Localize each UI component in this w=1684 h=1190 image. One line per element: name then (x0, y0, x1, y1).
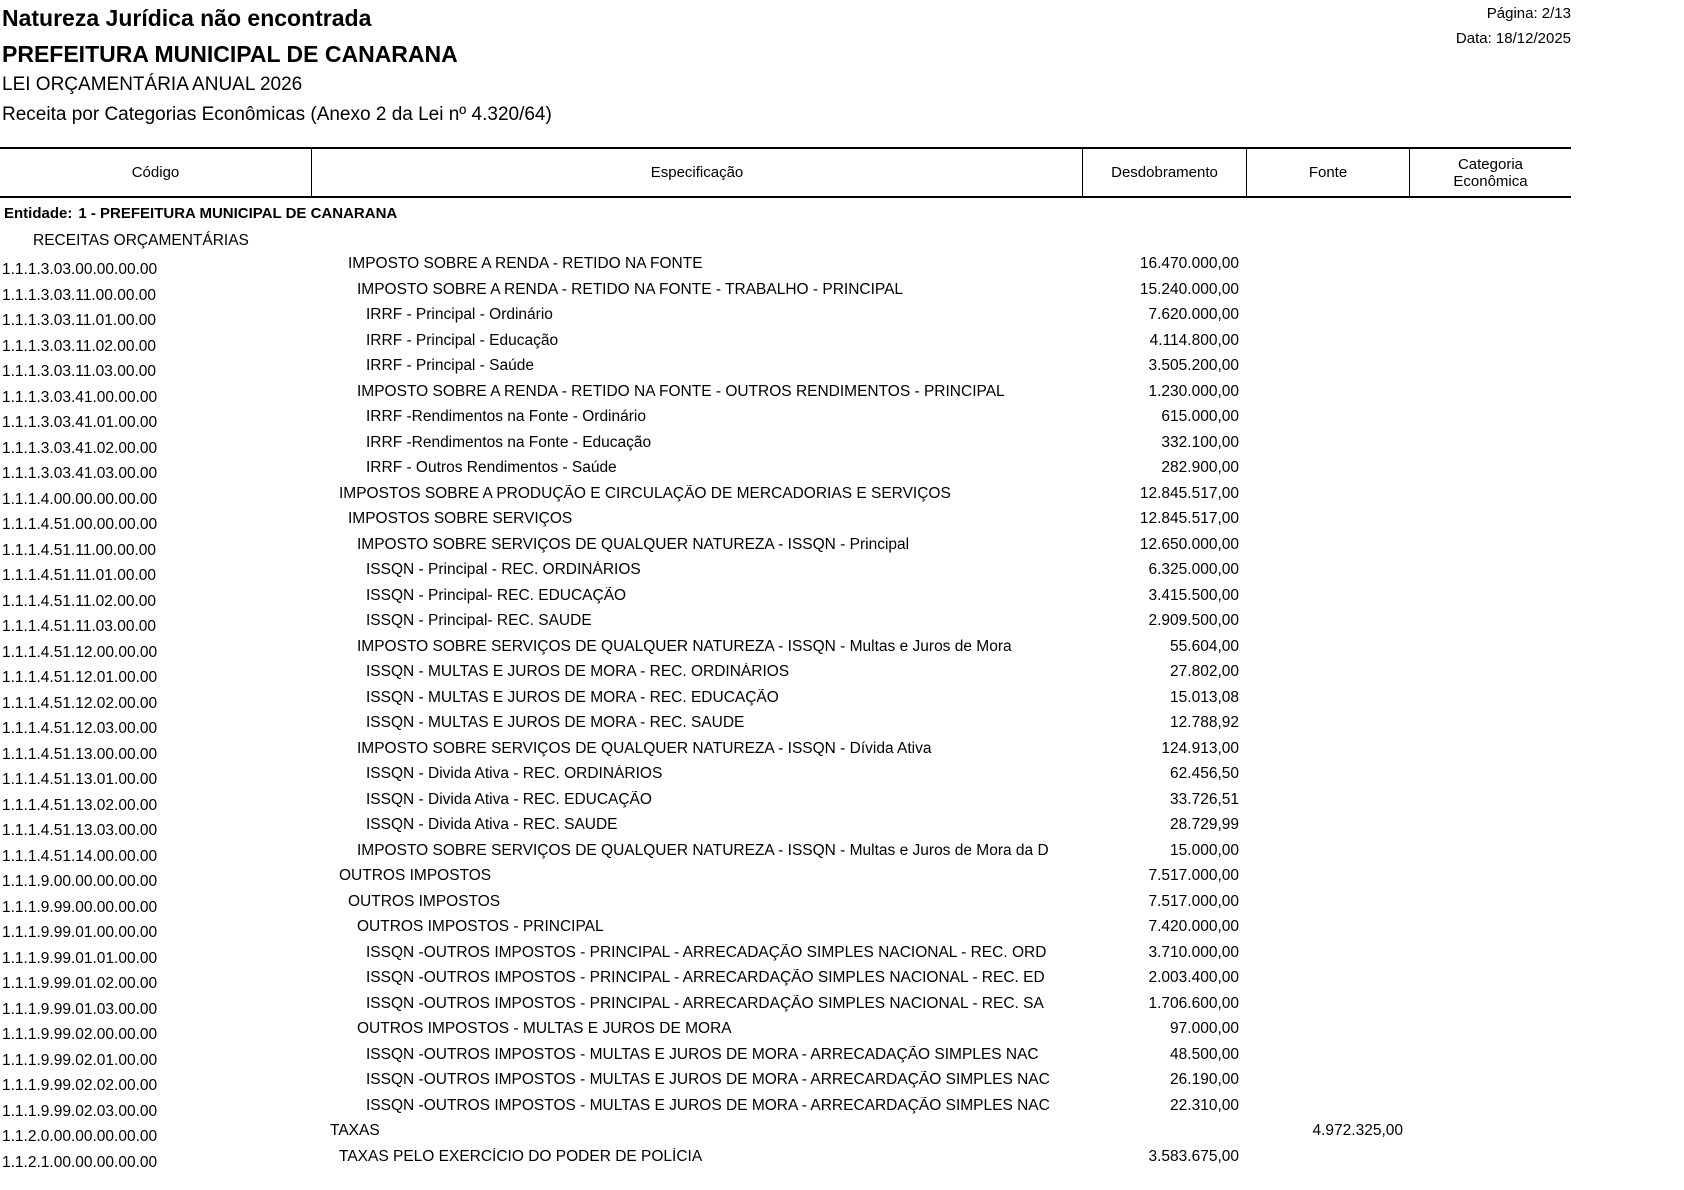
row-codigo: 1.1.2.1.00.00.00.00.00 (2, 1153, 158, 1171)
row-desdobramento: 33.726,51 (1170, 790, 1239, 808)
row-desdobramento: 15.013,08 (1170, 688, 1239, 706)
row-codigo: 1.1.1.4.51.14.00.00.00 (2, 847, 158, 865)
row-codigo: 1.1.1.4.51.12.00.00.00 (2, 643, 158, 661)
row-especificacao: ISSQN -OUTROS IMPOSTOS - PRINCIPAL - ARRECARDAÇÃO SIMPLES NACIONAL - REC. SA (366, 994, 1044, 1012)
row-especificacao: TAXAS PELO EXERCÍCIO DO PODER DE POLÍCIA (339, 1147, 703, 1165)
row-especificacao: IMPOSTO SOBRE SERVIÇOS DE QUALQUER NATUREZA - ISSQN - Multas e Juros de Mora da D (357, 841, 1049, 859)
row-codigo: 1.1.1.4.51.13.01.00.00 (2, 771, 158, 788)
row-especificacao: IRRF -Rendimentos na Fonte - Ordinário (366, 408, 646, 425)
column-header-fonte: Fonte (1246, 149, 1409, 196)
table-row (0, 281, 1571, 307)
legal-nature-line: Natureza Jurídica não encontrada (2, 5, 372, 31)
row-codigo: 1.1.1.4.51.12.03.00.00 (2, 720, 158, 737)
table-row (0, 587, 1571, 613)
column-header-especificacao: Especificação (311, 149, 1082, 196)
table-row (0, 714, 1571, 740)
table-row (0, 332, 1571, 358)
column-header-codigo: Código (131, 164, 180, 181)
row-codigo: 1.1.1.4.51.13.03.00.00 (2, 822, 158, 839)
table-row (0, 1148, 1571, 1174)
row-desdobramento: 7.517.000,00 (1148, 892, 1239, 910)
row-especificacao: IMPOSTOS SOBRE A PRODUÇÃO E CIRCULAÇÃO DE MERCADORIAS E SERVIÇOS (339, 484, 951, 502)
table-row (0, 1046, 1571, 1072)
table-row (0, 918, 1571, 944)
table-header (0, 147, 1571, 198)
row-especificacao: ISSQN - Principal- REC. EDUCAÇÃO (366, 586, 627, 604)
row-desdobramento: 3.710.000,00 (1148, 943, 1239, 961)
row-codigo: 1.1.1.9.99.02.00.00.00 (2, 1026, 158, 1043)
table-row (0, 689, 1571, 715)
row-codigo: 1.1.1.9.99.01.01.00.00 (2, 949, 158, 967)
row-desdobramento: 2.909.500,00 (1148, 612, 1239, 629)
row-especificacao: OUTROS IMPOSTOS - PRINCIPAL (357, 918, 604, 935)
row-especificacao: ISSQN - MULTAS E JUROS DE MORA - REC. ORDINÁRIOS (366, 663, 790, 680)
row-especificacao: ISSQN - Principal- REC. SAUDE (366, 612, 592, 629)
table-row (0, 459, 1571, 485)
table-row (0, 536, 1571, 562)
row-especificacao: ISSQN -OUTROS IMPOSTOS - PRINCIPAL - ARRECADAÇÃO SIMPLES NACIONAL - REC. ORD (366, 943, 1047, 961)
row-desdobramento: 12.845.517,00 (1139, 484, 1239, 502)
row-codigo: 1.1.1.9.00.00.00.00.00 (2, 873, 158, 890)
row-especificacao: IMPOSTO SOBRE SERVIÇOS DE QUALQUER NATUREZA - ISSQN - Dívida Ativa (357, 739, 932, 757)
row-codigo: 1.1.1.9.99.02.03.00.00 (2, 1102, 158, 1120)
row-codigo: 1.1.1.4.51.12.02.00.00 (2, 694, 158, 712)
table-row (0, 740, 1571, 766)
municipality-title: PREFEITURA MUNICIPAL DE CANARANA (2, 41, 458, 67)
table-row (0, 944, 1571, 970)
entity-label: Entidade: (4, 205, 73, 222)
page-number: Página: 2/13 (1486, 5, 1571, 22)
row-desdobramento: 3.583.675,00 (1148, 1147, 1239, 1165)
row-codigo: 1.1.1.4.00.00.00.00.00 (2, 490, 158, 508)
report-header (2, 4, 552, 130)
row-codigo: 1.1.1.4.51.13.02.00.00 (2, 796, 158, 814)
law-title: LEI ORÇAMENTÁRIA ANUAL 2026 (2, 74, 303, 95)
row-codigo: 1.1.1.9.99.01.00.00.00 (2, 924, 158, 941)
row-especificacao: IMPOSTO SOBRE SERVIÇOS DE QUALQUER NATUREZA - ISSQN - Multas e Juros de Mora (357, 637, 1012, 655)
row-desdobramento: 12.788,92 (1170, 714, 1239, 731)
table-row (0, 1122, 1571, 1148)
row-desdobramento: 7.517.000,00 (1148, 867, 1239, 884)
column-header-desdobramento: Desdobramento (1082, 149, 1246, 196)
row-codigo: 1.1.1.3.03.00.00.00.00 (2, 261, 158, 278)
row-codigo: 1.1.1.3.03.41.01.00.00 (2, 414, 158, 431)
row-desdobramento: 15.000,00 (1170, 841, 1239, 859)
row-codigo: 1.1.1.3.03.11.03.00.00 (2, 363, 156, 380)
row-desdobramento: 124.913,00 (1161, 739, 1239, 757)
row-especificacao: ISSQN -OUTROS IMPOSTOS - MULTAS E JUROS DE MORA - ARRECARDAÇÃO SIMPLES NAC (366, 1071, 1050, 1088)
row-desdobramento: 15.240.000,00 (1139, 280, 1239, 298)
table-row (0, 612, 1571, 638)
row-codigo: 1.1.1.4.51.00.00.00.00 (2, 516, 158, 533)
row-codigo: 1.1.1.4.51.11.00.00.00 (2, 541, 156, 559)
row-desdobramento: 615.000,00 (1161, 408, 1239, 425)
row-desdobramento: 7.420.000,00 (1148, 918, 1239, 935)
column-header-categoria (1409, 149, 1571, 196)
row-desdobramento: 97.000,00 (1170, 1020, 1239, 1037)
row-codigo: 1.1.1.3.03.41.03.00.00 (2, 465, 158, 482)
row-desdobramento: 48.500,00 (1170, 1045, 1239, 1063)
row-fonte: 4.972.325,00 (1312, 1122, 1403, 1139)
row-especificacao: IRRF - Principal - Educação (366, 331, 559, 349)
row-especificacao: IRRF -Rendimentos na Fonte - Educação (366, 433, 652, 451)
row-codigo: 1.1.1.4.51.12.01.00.00 (2, 669, 158, 686)
table-row (0, 1097, 1571, 1123)
row-desdobramento: 55.604,00 (1170, 637, 1239, 655)
row-especificacao: ISSQN -OUTROS IMPOSTOS - MULTAS E JUROS DE MORA - ARRECARDAÇÃO SIMPLES NAC (366, 1096, 1050, 1114)
table-row (0, 893, 1571, 919)
row-desdobramento: 27.802,00 (1170, 663, 1239, 680)
row-especificacao: ISSQN -OUTROS IMPOSTOS - MULTAS E JUROS DE MORA - ARRECADAÇÃO SIMPLES NAC (366, 1045, 1039, 1063)
row-codigo: 1.1.1.3.03.11.01.00.00 (2, 312, 156, 329)
row-especificacao: TAXAS (330, 1122, 380, 1139)
row-desdobramento: 62.456,50 (1170, 765, 1239, 782)
table-row (0, 663, 1571, 689)
table-row (0, 995, 1571, 1021)
row-especificacao: IMPOSTO SOBRE SERVIÇOS DE QUALQUER NATUREZA - ISSQN - Principal (357, 535, 910, 553)
row-codigo: 1.1.1.3.03.41.00.00.00 (2, 388, 158, 406)
entity-line (4, 205, 403, 222)
row-desdobramento: 12.845.517,00 (1139, 510, 1239, 527)
row-codigo: 1.1.1.4.51.13.00.00.00 (2, 745, 158, 763)
row-codigo: 1.1.1.9.99.00.00.00.00 (2, 898, 158, 916)
row-desdobramento: 28.729,99 (1170, 816, 1239, 833)
row-codigo: 1.1.2.0.00.00.00.00.00 (2, 1128, 158, 1145)
table-row (0, 816, 1571, 842)
row-desdobramento: 3.505.200,00 (1148, 357, 1239, 374)
row-codigo: 1.1.1.9.99.01.03.00.00 (2, 1000, 158, 1018)
row-especificacao: ISSQN - Divida Ativa - REC. SAUDE (366, 816, 618, 833)
row-especificacao: ISSQN -OUTROS IMPOSTOS - PRINCIPAL - ARRECARDAÇÃO SIMPLES NACIONAL - REC. ED (366, 969, 1045, 986)
table-row (0, 1071, 1571, 1097)
report-title: Receita por Categorias Econômicas (Anexo 2 da Lei nº 4.320/64) (2, 104, 552, 125)
section-title: RECEITAS ORÇAMENTÁRIAS (33, 232, 249, 249)
row-especificacao: OUTROS IMPOSTOS - MULTAS E JUROS DE MORA (357, 1020, 732, 1037)
row-codigo: 1.1.1.3.03.41.02.00.00 (2, 439, 158, 457)
row-codigo: 1.1.1.3.03.11.02.00.00 (2, 337, 156, 355)
table-row (0, 791, 1571, 817)
row-desdobramento: 4.114.800,00 (1149, 331, 1239, 349)
row-especificacao: IRRF - Principal - Saúde (366, 357, 534, 374)
row-desdobramento: 7.620.000,00 (1148, 306, 1239, 323)
table-row (0, 842, 1571, 868)
table-row (0, 408, 1571, 434)
row-desdobramento: 3.415.500,00 (1148, 586, 1239, 604)
row-desdobramento: 332.100,00 (1161, 433, 1239, 451)
row-desdobramento: 1.230.000,00 (1148, 382, 1239, 400)
row-desdobramento: 1.706.600,00 (1148, 994, 1239, 1012)
row-especificacao: IRRF - Principal - Ordinário (366, 306, 553, 323)
row-especificacao: IMPOSTOS SOBRE SERVIÇOS (348, 510, 573, 527)
row-especificacao: ISSQN - Divida Ativa - REC. EDUCAÇÃO (366, 790, 652, 808)
row-codigo: 1.1.1.3.03.11.00.00.00 (2, 286, 156, 304)
row-especificacao: ISSQN - Principal - REC. ORDINÁRIOS (366, 561, 641, 578)
row-codigo: 1.1.1.4.51.11.01.00.00 (2, 567, 156, 584)
row-especificacao: IMPOSTO SOBRE A RENDA - RETIDO NA FONTE - OUTROS RENDIMENTOS - PRINCIPAL (357, 382, 1005, 400)
row-especificacao: ISSQN - MULTAS E JUROS DE MORA - REC. EDUCAÇÃO (366, 688, 779, 706)
table-row (0, 969, 1571, 995)
report-date: Data: 18/12/2025 (1455, 30, 1571, 47)
row-desdobramento: 16.470.000,00 (1139, 255, 1239, 272)
row-especificacao: IRRF - Outros Rendimentos - Saúde (366, 459, 617, 476)
table-body (0, 255, 1571, 1173)
table-row (0, 357, 1571, 383)
row-codigo: 1.1.1.9.99.02.02.00.00 (2, 1077, 158, 1094)
page-info (1456, 4, 1571, 54)
row-especificacao: IMPOSTO SOBRE A RENDA - RETIDO NA FONTE (348, 255, 703, 272)
row-desdobramento: 12.650.000,00 (1139, 535, 1239, 553)
table-row (0, 867, 1571, 893)
row-especificacao: OUTROS IMPOSTOS (339, 867, 492, 884)
row-desdobramento: 282.900,00 (1161, 459, 1239, 476)
row-codigo: 1.1.1.9.99.02.01.00.00 (2, 1051, 158, 1069)
column-header-categoria-line1: Categoria (1457, 155, 1524, 173)
row-especificacao: IMPOSTO SOBRE A RENDA - RETIDO NA FONTE - TRABALHO - PRINCIPAL (357, 280, 904, 298)
table-row (0, 638, 1571, 664)
row-desdobramento: 2.003.400,00 (1148, 969, 1239, 986)
row-codigo: 1.1.1.4.51.11.03.00.00 (2, 618, 156, 635)
table-row (0, 485, 1571, 511)
row-especificacao: ISSQN - MULTAS E JUROS DE MORA - REC. SAUDE (366, 714, 745, 731)
table-row (0, 434, 1571, 460)
row-desdobramento: 22.310,00 (1170, 1096, 1239, 1114)
row-desdobramento: 6.325.000,00 (1148, 561, 1239, 578)
column-header-categoria-line2: Econômica (1453, 172, 1528, 190)
row-especificacao: OUTROS IMPOSTOS (348, 892, 501, 910)
table-row (0, 383, 1571, 409)
row-desdobramento: 26.190,00 (1170, 1071, 1239, 1088)
table-row (0, 306, 1571, 332)
table-row (0, 255, 1571, 281)
row-especificacao: ISSQN - Divida Ativa - REC. ORDINÁRIOS (366, 765, 663, 782)
table-row (0, 1020, 1571, 1046)
row-codigo: 1.1.1.9.99.01.02.00.00 (2, 975, 158, 992)
row-codigo: 1.1.1.4.51.11.02.00.00 (2, 592, 156, 610)
table-row (0, 510, 1571, 536)
entity-value: 1 - PREFEITURA MUNICIPAL DE CANARANA (78, 205, 398, 222)
table-row (0, 561, 1571, 587)
table-row (0, 765, 1571, 791)
